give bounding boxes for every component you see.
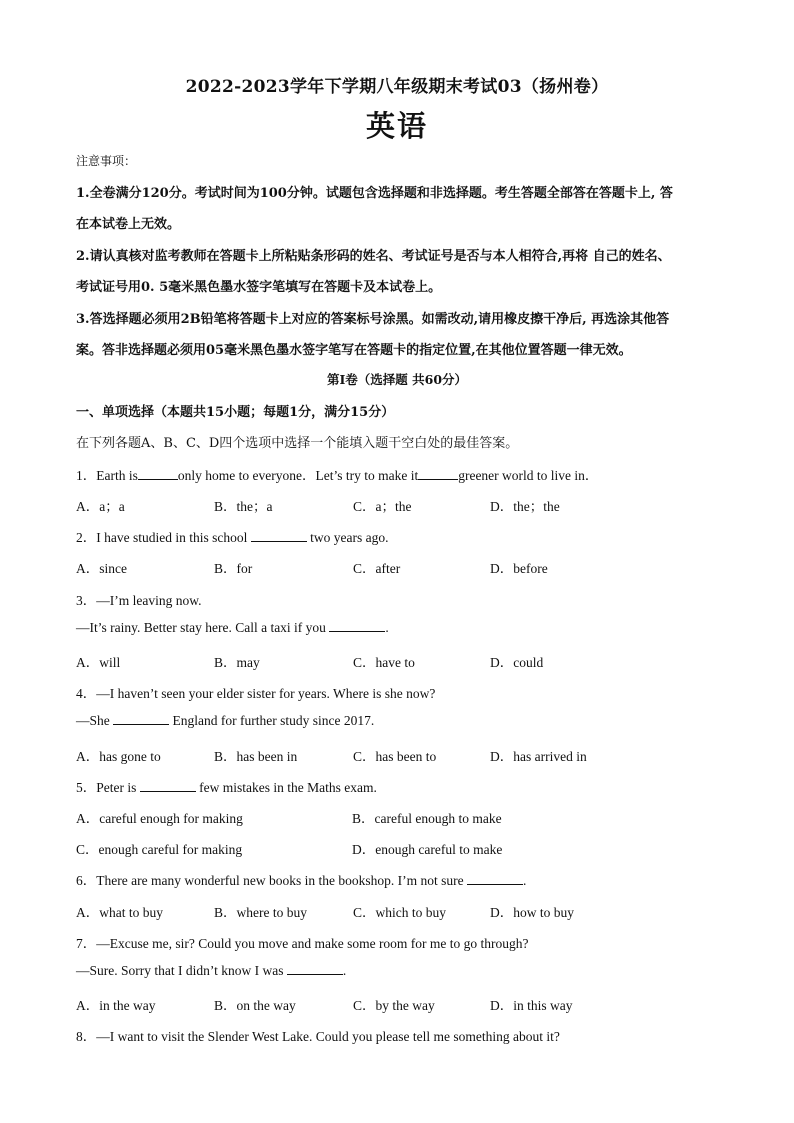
answer-blank bbox=[113, 713, 169, 725]
answer-blank bbox=[138, 468, 178, 480]
question-8-line-1: 8．—I want to visit the Slender West Lake. Could you please tell me something about it? bbox=[76, 1029, 560, 1044]
option-b: B．on the way bbox=[214, 998, 296, 1013]
option-d: D．in this way bbox=[490, 998, 573, 1013]
answer-blank bbox=[418, 468, 458, 480]
option-c: C．enough careful for making bbox=[76, 842, 243, 857]
option-c: C．by the way bbox=[353, 998, 435, 1013]
question-3-line-2 bbox=[76, 620, 389, 636]
stem-text: few mistakes in the Maths exam. bbox=[199, 780, 377, 795]
notice-item-2-line-1: 2.请认真核对监考教师在答题卡上所粘贴条形码的姓名、考试证号是否与本人相符合,再将 自己的姓名、 bbox=[76, 249, 671, 264]
stem-text: England for further study since 2017. bbox=[172, 713, 375, 728]
option-c: C．which to buy bbox=[353, 905, 446, 920]
stem-text: two years ago. bbox=[310, 530, 389, 545]
question-3-line-1: 3．—I’m leaving now. bbox=[76, 593, 202, 608]
answer-blank bbox=[251, 530, 307, 542]
question-6-stem bbox=[76, 869, 526, 889]
stem-text: 1．Earth is bbox=[76, 468, 138, 483]
option-a: A．will bbox=[76, 655, 121, 670]
stem-text: greener world to live in． bbox=[458, 468, 599, 483]
notice-item-1-line-1: 1.全卷满分120分。考试时间为100分钟。试题包含选择题和非选择题。考生答题全部答在答题卡上, 答 bbox=[76, 186, 673, 201]
stem-text: —It’s rainy. Better stay here. Call a taxi if you bbox=[76, 620, 326, 635]
option-a: A．careful enough for making bbox=[76, 811, 243, 826]
option-b: B．has been in bbox=[214, 749, 298, 764]
answer-blank bbox=[467, 873, 523, 885]
option-d: D．before bbox=[490, 561, 548, 576]
notice-item-1-line-2: 在本试卷上无效。 bbox=[76, 217, 181, 232]
question-2-stem bbox=[76, 526, 388, 546]
option-c: C．has been to bbox=[353, 749, 437, 764]
option-b: B．careful enough to make bbox=[352, 811, 502, 826]
option-d: D．could bbox=[490, 655, 544, 670]
answer-blank bbox=[140, 780, 196, 792]
notice-item-2-line-2: 考试证号用0. 5毫米黑色墨水签字笔填写在答题卡及本试卷上。 bbox=[76, 280, 442, 295]
option-a: A．a；a bbox=[76, 499, 125, 514]
option-a: A．since bbox=[76, 561, 127, 576]
answer-blank bbox=[329, 620, 385, 632]
option-c: C．after bbox=[353, 561, 401, 576]
option-d: D．how to buy bbox=[490, 905, 574, 920]
stem-text: —She bbox=[76, 713, 110, 728]
part-1-heading: 第I卷（选择题 共60分） bbox=[326, 372, 468, 387]
question-4-line-1: 4．—I haven’t seen your elder sister for years. Where is she now? bbox=[76, 686, 436, 701]
stem-text: only home to everyone．Let’s try to make it bbox=[177, 468, 419, 483]
stem-text: 2．I have studied in this school bbox=[76, 530, 248, 545]
option-b: B．may bbox=[214, 655, 260, 670]
stem-text: —Sure. Sorry that I didn’t know I was bbox=[76, 963, 284, 978]
stem-text: 6．There are many wonderful new books in the bookshop. I’m not sure bbox=[76, 873, 464, 888]
option-b: B．where to buy bbox=[214, 905, 307, 920]
answer-blank bbox=[287, 963, 343, 975]
option-c: C．a；the bbox=[353, 499, 412, 514]
question-7-line-2 bbox=[76, 963, 346, 979]
notice-heading: 注意事项： bbox=[76, 154, 137, 168]
option-b: B．the；a bbox=[214, 499, 273, 514]
notice-item-3-line-1: 3.答选择题必须用2B铅笔将答题卡上对应的答案标号涂黑。如需改动,请用橡皮擦干净后, 再选涂其他答 bbox=[76, 312, 670, 327]
option-a: A．has gone to bbox=[76, 749, 161, 764]
option-d: D．has arrived in bbox=[490, 749, 587, 764]
question-1-stem bbox=[76, 464, 598, 484]
stem-text: 5．Peter is bbox=[76, 780, 137, 795]
option-d: D．the；the bbox=[490, 499, 560, 514]
stem-text: . bbox=[523, 873, 527, 888]
question-7-line-1: 7．—Excuse me, sir? Could you move and make some room for me to go through? bbox=[76, 936, 529, 951]
notice-item-3-line-2: 案。答非选择题必须用05毫米黑色墨水签字笔写在答题卡的指定位置,在其他位置答题一律无效。 bbox=[76, 343, 632, 358]
option-d: D．enough careful to make bbox=[352, 842, 503, 857]
exam-title: 2022-2023学年下学期八年级期末考试03（扬州卷） bbox=[185, 77, 609, 97]
question-5-stem bbox=[76, 776, 377, 796]
option-c: C．have to bbox=[353, 655, 415, 670]
question-4-line-2 bbox=[76, 713, 374, 729]
option-a: A．what to buy bbox=[76, 905, 163, 920]
option-b: B．for bbox=[214, 561, 253, 576]
stem-text: . bbox=[342, 963, 347, 978]
subject-title: 英语 bbox=[365, 109, 428, 143]
section-instruction: 在下列各题A、B、C、D四个选项中选择一个能填入题干空白处的最佳答案。 bbox=[76, 436, 519, 451]
option-a: A．in the way bbox=[76, 998, 156, 1013]
stem-text: . bbox=[385, 620, 389, 635]
section-title: 一、单项选择（本题共15小题；每题1分，满分15分） bbox=[76, 405, 395, 420]
